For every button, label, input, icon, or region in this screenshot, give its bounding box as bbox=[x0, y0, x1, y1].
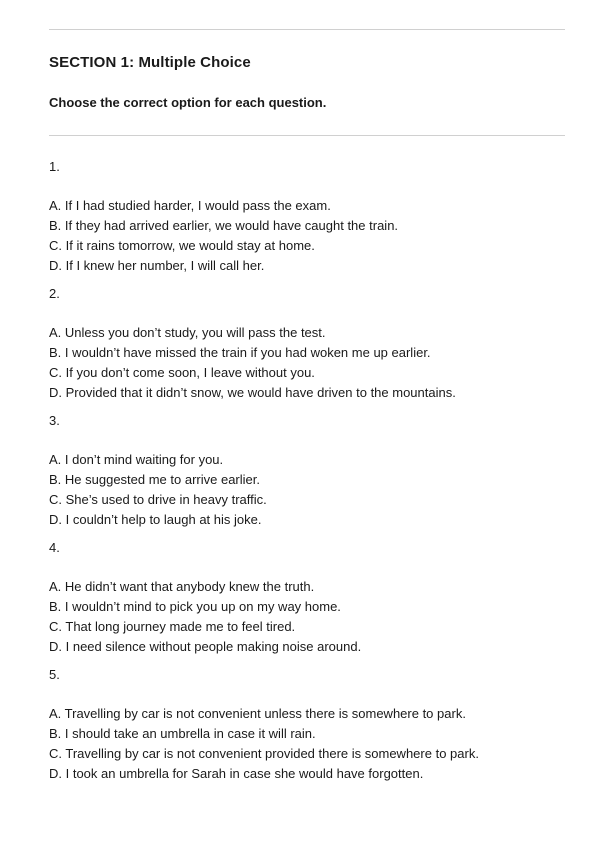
option-a: A. If I had studied harder, I would pass the exam. bbox=[49, 198, 331, 213]
question-number: 5. bbox=[49, 667, 60, 682]
option-d: D. If I knew her number, I will call her. bbox=[49, 258, 265, 273]
option-a: A. Unless you don’t study, you will pass the test. bbox=[49, 325, 326, 340]
option-c: C. That long journey made me to feel tired. bbox=[49, 619, 296, 634]
option-b: B. I wouldn’t mind to pick you up on my way home. bbox=[49, 599, 341, 614]
option-b: B. I should take an umbrella in case it will rain. bbox=[49, 726, 316, 741]
option-d: D. I need silence without people making noise around. bbox=[49, 639, 362, 654]
option-c: C. She’s used to drive in heavy traffic. bbox=[49, 492, 267, 507]
option-c: C. If it rains tomorrow, we would stay at home. bbox=[49, 238, 315, 253]
top-divider bbox=[49, 29, 565, 30]
document-page bbox=[49, 0, 565, 784]
question-number: 4. bbox=[49, 540, 60, 555]
option-c: C. If you don’t come soon, I leave without you. bbox=[49, 365, 315, 380]
question-number: 1. bbox=[49, 159, 60, 174]
question-2 bbox=[49, 285, 565, 403]
question-number: 3. bbox=[49, 413, 60, 428]
question-4 bbox=[49, 539, 565, 657]
option-b: B. I wouldn’t have missed the train if you had woken me up earlier. bbox=[49, 345, 431, 360]
option-b: B. He suggested me to arrive earlier. bbox=[49, 472, 260, 487]
option-a: A. I don’t mind waiting for you. bbox=[49, 452, 224, 467]
question-1 bbox=[49, 158, 565, 276]
section-title: SECTION 1: Multiple Choice bbox=[49, 54, 251, 71]
question-3 bbox=[49, 412, 565, 530]
question-5 bbox=[49, 666, 565, 784]
option-c: C. Travelling by car is not convenient provided there is somewhere to park. bbox=[49, 746, 479, 761]
question-list bbox=[49, 158, 565, 784]
section-divider bbox=[49, 135, 565, 136]
option-a: A. Travelling by car is not convenient unless there is somewhere to park. bbox=[49, 706, 466, 721]
option-d: D. Provided that it didn’t snow, we would have driven to the mountains. bbox=[49, 385, 456, 400]
option-d: D. I couldn’t help to laugh at his joke. bbox=[49, 512, 262, 527]
question-number: 2. bbox=[49, 286, 60, 301]
option-a: A. He didn’t want that anybody knew the truth. bbox=[49, 579, 315, 594]
option-b: B. If they had arrived earlier, we would have caught the train. bbox=[49, 218, 399, 233]
option-d: D. I took an umbrella for Sarah in case she would have forgotten. bbox=[49, 766, 424, 781]
instructions: Choose the correct option for each question. bbox=[49, 95, 327, 110]
